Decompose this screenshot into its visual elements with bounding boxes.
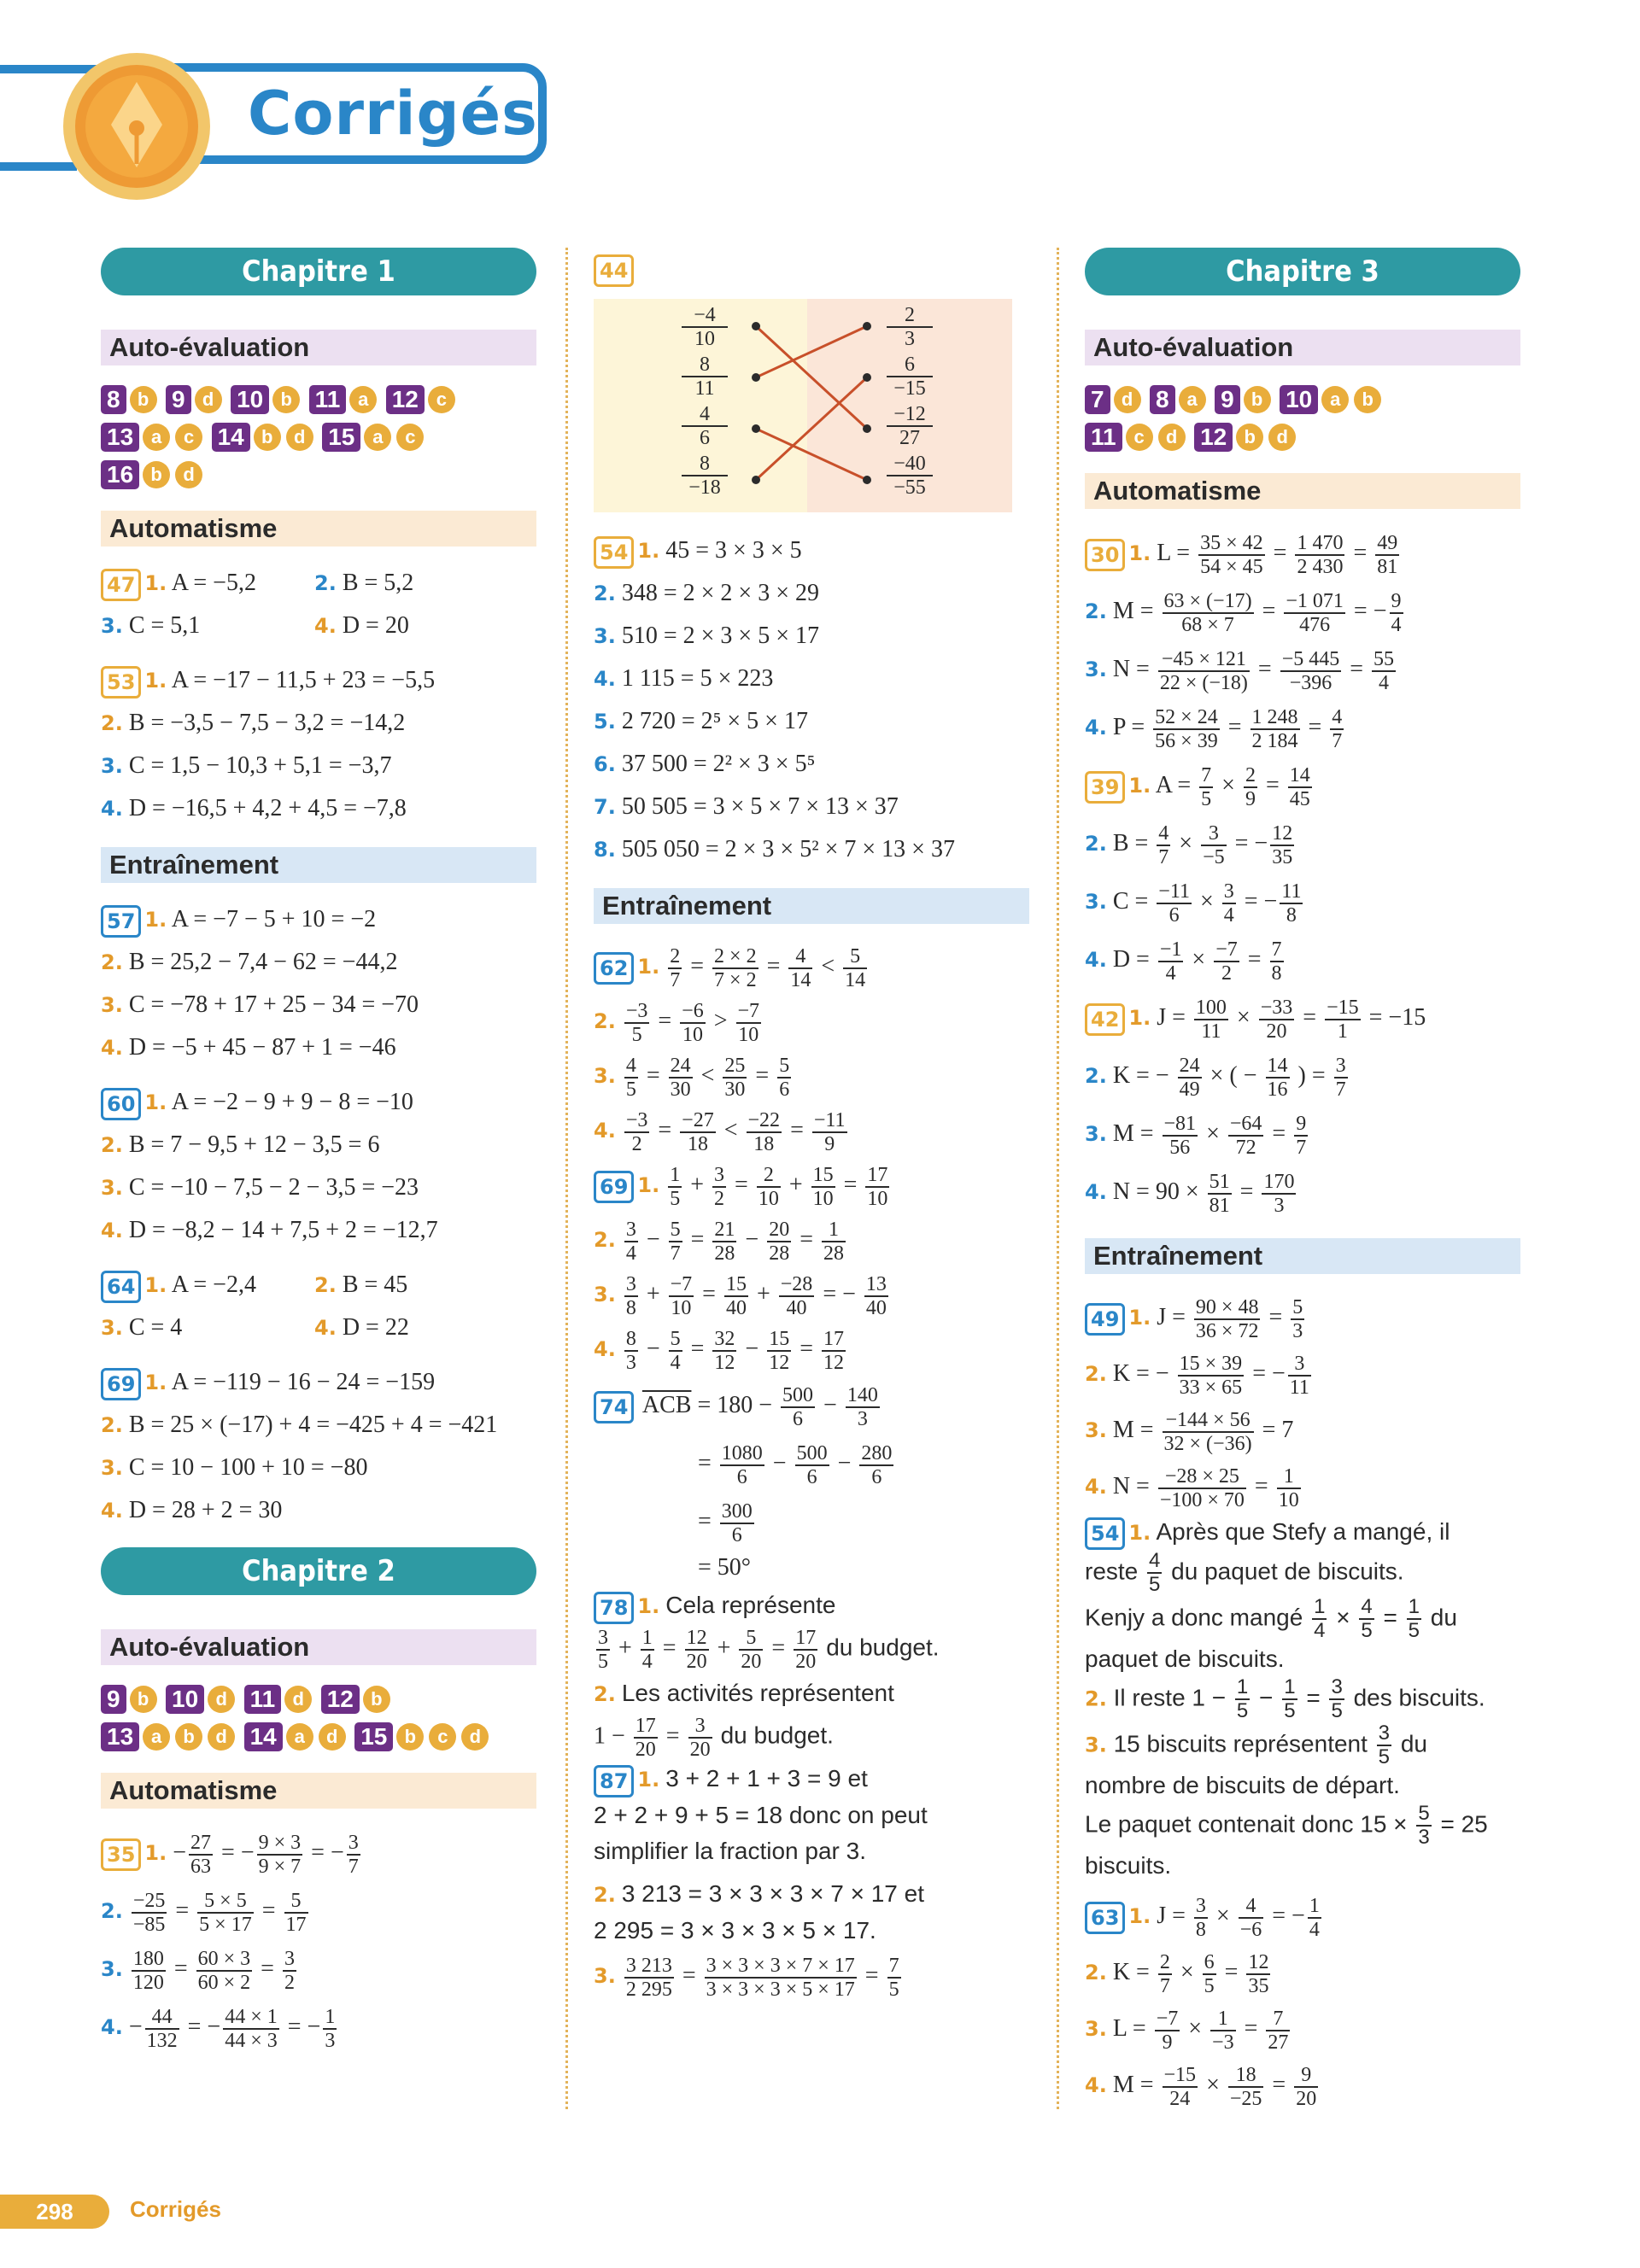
footer-label: Corrigés [130, 2196, 221, 2222]
chapter-2-banner: Chapitre 2 [101, 1547, 536, 1595]
matching-lines [594, 299, 1012, 512]
exercise-69: 69 1. $\frac{1}{5}$ + $\frac{3}{2}$ = $\frac{2}{10}$ + $\frac{15}{10}$ = $\frac{17}{10}$ 2. $\frac{3}{4}$ − $\frac{5}{7}$ = $\frac{21}{28}$ − $\frac{20}{28}$ = $\frac{1}{28}$ 3. $\frac{3}{8}$ + $\frac{-7}{10}$ = $\frac{15}{40}$ + $\frac{-28}{40}$ = − $\frac{13}{40}$ 4. $\frac{8}{3}$ − $\frac{5}{4}$ = $\frac{32}{12}$ − $\frac{15}{12}$ = $\frac{17}{12}$ [594, 1163, 888, 1374]
match-dot [752, 476, 760, 484]
match-dot [752, 322, 760, 330]
exercise-number: 74 [594, 1391, 634, 1423]
exercise-30: 30 1. L = $\frac{35 \times 42}{54 \times 45}$ = $\frac{1 470}{2 430}$ = $\frac{49}{81}$ 2. M = $\frac{63 \times (-17)}{68 \times 7}$ = $\frac{-1 071}{476}$ = − $\frac{9}{4}$ 3. N = $\frac{-45 \times 121}{22 \times (-18)}$ = $\frac{-5 445}{-396}$ = $\frac{55}{4}$ 4. P = $\frac{52 \times 24}{56 \times 39}$ = $\frac{1 248}{2 184}$ = $\frac{4}{7}$ [1085, 531, 1402, 752]
answer: 2 720 = 2⁵ × 5 × 17 [621, 708, 808, 734]
answer-letter: a [349, 386, 377, 413]
exercise-number: 62 [594, 952, 634, 985]
answer-letter: b [130, 386, 157, 413]
question-badge: 10 [1280, 385, 1318, 414]
match-dot [752, 373, 760, 382]
answer-letter: a [1179, 386, 1206, 413]
answer-letter: c [396, 424, 424, 451]
exercise-number: 54 [1085, 1517, 1125, 1550]
angle-label: $\overline{ACB}$ [641, 1392, 692, 1418]
exercise-54: 54 1. Après que Stefy a mangé, il reste $\frac{4}{5}$ du paquet de biscuits. Kenjy a donc mangé $\frac{1}{4}$ × $\frac{4}{5}$ = $\frac{1}{5}$ du paquet de biscuits. 2. Il reste 1 − $\frac{1}{5}$ − $\frac{1}{5}$ = $\frac{3}{5}$ des biscuits. 3. 15 biscuits représentent $\frac{3}{5}$ du nombre de biscuits de départ. Le paquet contenait donc 15 × $\frac{5}{3}$ = 25 biscuits. [1085, 1518, 1488, 1879]
answer: C = 4 [128, 1314, 183, 1341]
answer: B = 25,2 − 7,4 − 62 = −44,2 [128, 949, 398, 975]
answer-letter: a [286, 1723, 313, 1751]
exercise-78: 78 1. Cela représente $\frac{3}{5}$ + $\frac{1}{4}$ = $\frac{12}{20}$ + $\frac{5}{20}$ = $\frac{17}{20}$ du budget. 2. Les activités représentent 1 − $\frac{17}{20}$ = $\frac{3}{20}$ du budget. [594, 1592, 940, 1761]
exercise-number: 54 [594, 536, 634, 569]
exercise-number: 49 [1085, 1303, 1125, 1336]
section-automatisme: Automatisme [101, 511, 536, 547]
answer-letter: d [319, 1723, 346, 1751]
exercise-74: 74 $\overline{ACB} = 180$ − $\frac{500}{6}$ − $\frac{140}{3}$ = $\frac{1080}{6}$ − $\frac{500}{6}$ − $\frac{280}{6}$ = $\frac{300}{6}$ = 50° [594, 1377, 1029, 1585]
question-badge: 14 [212, 423, 250, 452]
exercise-69: 69 1. A = −119 − 16 − 24 = −159 2. B = 25 × (−17) + 4 = −425 + 4 = −421 3. C = 10 − 100 + 10 = −80 4. D = 28 + 2 = 30 [101, 1369, 498, 1523]
answer-letter: d [1268, 424, 1296, 451]
answer: A = −17 − 11,5 + 23 = −5,5 [171, 667, 436, 693]
question-badge: 12 [386, 385, 425, 414]
column-divider [1057, 248, 1059, 2109]
answer: D = −8,2 − 14 + 7,5 + 2 = −12,7 [128, 1217, 438, 1243]
answer: D = −5 + 45 − 87 + 1 = −46 [128, 1034, 396, 1061]
chapter-3-banner: Chapitre 3 [1085, 248, 1520, 295]
answer: 50 505 = 3 × 5 × 7 × 13 × 37 [621, 793, 899, 820]
answer: 505 050 = 2 × 3 × 5² × 7 × 13 × 37 [621, 836, 955, 862]
exercise-62: 62 1. $\frac{2}{7}$ = $\frac{2 \times 2}{7 \times 2}$ = $\frac{4}{14}$ < $\frac{5}{14}$ 2. $\frac{-3}{5}$ = $\frac{-6}{10}$ > $\frac{-7}{10}$ 3. $\frac{4}{5}$ = $\frac{24}{30}$ < $\frac{25}{30}$ = $\frac{5}{6}$ 4. $\frac{-3}{2}$ = $\frac{-27}{18}$ < $\frac{-22}{18}$ = $\frac{-11}{9}$ [594, 944, 866, 1155]
answer-letter: d [208, 1723, 235, 1751]
answer: 37 500 = 2² × 3 × 5⁵ [621, 751, 816, 777]
exercise-54: 54 1. 45 = 3 × 3 × 5 2. 348 = 2 × 2 × 3 × 29 3. 510 = 2 × 3 × 5 × 17 4. 1 115 = 5 × 223 5. 2 720 = 2⁵ × 5 × 17 6. 37 500 = 2² × 3 × 5⁵ 7. 50 505 = 3 × 5 × 7 × 13 × 37 8. 505 050 = 2 × 3 × 5² × 7 × 13 × 37 [594, 537, 955, 862]
answer-letter: c [175, 424, 202, 451]
exercise-39: 39 1. A = $\frac{7}{5}$ × $\frac{2}{9}$ = $\frac{14}{45}$ 2. B = $\frac{4}{7}$ × $\frac{3}{-5}$ = − $\frac{12}{35}$ 3. C = $\frac{-11}{6}$ × $\frac{3}{4}$ = − $\frac{11}{8}$ 4. D = $\frac{-1}{4}$ × $\frac{-7}{2}$ = $\frac{7}{8}$ [1085, 763, 1310, 985]
answer-letter: d [1158, 424, 1186, 451]
column-3 [1085, 248, 1520, 2113]
section-automatisme: Automatisme [1085, 473, 1520, 509]
answer: B = 7 − 9,5 + 12 − 3,5 = 6 [128, 1131, 380, 1158]
question-badge: 9 [1215, 385, 1240, 414]
answer: C = −10 − 7,5 − 2 − 3,5 = −23 [128, 1174, 419, 1201]
question-badge: 13 [101, 423, 139, 452]
match-dot [863, 476, 871, 484]
exercise-87: 87 1. 3 + 2 + 1 + 3 = 9 et 2 + 2 + 9 + 5 = 18 donc on peut simplifier la fraction par 3. 2. 3 213 = 3 × 3 × 3 × 7 × 17 et 2 295 = 3 × 3 × 3 × 5 × 17. 3. $\frac{3 213}{2 295}$ = $\frac{3 \times 3 \times 3 \times 7 \times 17}{3 \times 3 \times 3 \times 5 \times 17}$ = $\frac{7}{5}$ [594, 1765, 928, 2001]
pen-nib-medal-icon [60, 50, 214, 203]
question-badge: 8 [1150, 385, 1175, 414]
exercise-49: 49 1. J = $\frac{90 \times 48}{36 \times 72}$ = $\frac{5}{3}$ 2. K = − $\frac{15 \times 39}{33 \times 65}$ = − $\frac{3}{11}$ 3. M = $\frac{-144 \times 56}{32 \times (-36)}$ = 7 4. N = $\frac{-28 \times 25}{-100 \times 70}$ = $\frac{1}{10}$ [1085, 1295, 1309, 1511]
question-badge: 16 [101, 460, 139, 489]
question-badge: 15 [354, 1722, 393, 1751]
answer: A = −2 − 9 + 9 − 8 = −10 [171, 1089, 413, 1115]
answer: B = 45 [342, 1271, 408, 1298]
page-number: 298 [0, 2195, 109, 2229]
exercise-53: 53 1. A = −17 − 11,5 + 23 = −5,5 2. B = −3,5 − 7,5 − 3,2 = −14,2 3. C = 1,5 − 10,3 + 5,1 = −3,7 4. D = −16,5 + 4,2 + 4,5 = −7,8 [101, 667, 436, 821]
section-entrainement: Entraînement [101, 847, 536, 883]
question-badge: 8 [101, 385, 126, 414]
question-badge: 11 [1085, 423, 1122, 452]
page-title: Corrigés [248, 79, 538, 149]
question-badge: 10 [166, 1685, 204, 1714]
question-badge: 10 [231, 385, 269, 414]
question-badge: 11 [244, 1685, 282, 1714]
answer: B = 5,2 [342, 570, 414, 596]
match-dot [863, 424, 871, 433]
question-number: 2. [314, 571, 337, 595]
exercise-number: 57 [101, 905, 141, 938]
question-badge: 9 [166, 385, 191, 414]
exercise-57: 57 1. A = −7 − 5 + 10 = −2 2. B = 25,2 − 7,4 − 62 = −44,2 3. C = −78 + 17 + 25 − 34 = −70 4. D = −5 + 45 − 87 + 1 = −46 [101, 906, 419, 1061]
answer: A = −5,2 [171, 570, 256, 596]
answer-letter: d [461, 1723, 489, 1751]
exercise-number: 30 [1085, 539, 1125, 571]
answer-badges [1085, 381, 1520, 456]
question-number: 1. [144, 571, 167, 595]
answer-letter: a [143, 424, 170, 451]
answer-badges [101, 1681, 536, 1756]
section-auto-evaluation: Auto-évaluation [101, 330, 536, 365]
answer-letter: b [396, 1723, 424, 1751]
answer: 348 = 2 × 2 × 3 × 29 [621, 580, 819, 606]
exercise-44-matching: −4 10 8 11 4 6 8 −18 2 3 6 −15 −12 27 −40 −55 [594, 299, 1012, 512]
answer: B = 25 × (−17) + 4 = −425 + 4 = −421 [128, 1412, 498, 1438]
exercise-63: 63 1. J = $\frac{3}{8}$ × $\frac{4}{-6}$ = − $\frac{1}{4}$ 2. K = $\frac{2}{7}$ × $\frac{6}{5}$ = $\frac{12}{35}$ 3. L = $\frac{-7}{9}$ × $\frac{1}{-3}$ = $\frac{7}{27}$ 4. M = $\frac{-15}{24}$ × $\frac{18}{-25}$ = $\frac{9}{20}$ [1085, 1894, 1320, 2110]
answer: B = −3,5 − 7,5 − 3,2 = −14,2 [128, 710, 406, 736]
section-auto-evaluation: Auto-évaluation [101, 1629, 536, 1665]
answer: 510 = 2 × 3 × 5 × 17 [621, 623, 819, 649]
answer-letter: a [143, 1723, 170, 1751]
exercise-number: 87 [594, 1765, 634, 1797]
answer-badges [101, 381, 536, 494]
answer: A = −2,4 [171, 1271, 256, 1298]
exercise-number: 42 [1085, 1003, 1125, 1036]
answer-letter: d [286, 424, 313, 451]
section-auto-evaluation: Auto-évaluation [1085, 330, 1520, 365]
match-dot [863, 322, 871, 330]
answer-letter: b [1244, 386, 1271, 413]
answer: C = 10 − 100 + 10 = −80 [128, 1454, 368, 1481]
answer: D = 22 [342, 1314, 409, 1341]
answer-letter: b [363, 1686, 390, 1713]
answer-letter: b [254, 424, 281, 451]
answer: A = −119 − 16 − 24 = −159 [171, 1369, 436, 1395]
answer-letter: b [130, 1686, 157, 1713]
answer-letter: b [175, 1723, 202, 1751]
exercise-42: 42 1. J = $\frac{100}{11}$ × $\frac{-33}{20}$ = $\frac{-15}{1}$ = −15 2. K = − $\frac{24}{49}$ × ( − $\frac{14}{16}$ ) = $\frac{3}{7}$ 3. M = $\frac{-81}{56}$ × $\frac{-64}{72}$ = $\frac{9}{7}$ 4. N = 90 × $\frac{51}{81}$ = $\frac{170}{3}$ [1085, 996, 1426, 1217]
question-badge: 12 [321, 1685, 360, 1714]
question-badge: 11 [309, 385, 347, 414]
exercise-number: 39 [1085, 771, 1125, 804]
question-number: 3. [101, 614, 123, 638]
answer-letter: a [1321, 386, 1349, 413]
exercise-35: 35 1. − $\frac{27}{63}$ = − $\frac{9 \times 3}{9 \times 7}$ = − $\frac{3}{7}$ 2. $\frac{-25}{-85}$ = $\frac{5 \times 5}{5 \times 17}$ = $\frac{5}{17}$ 3. $\frac{180}{120}$ = $\frac{60 \times 3}{60 \times 2}$ = $\frac{3}{2}$ 4. − $\frac{44}{132}$ = − $\frac{44 \times 1}{44 \times 3}$ = − $\frac{1}{3}$ [101, 1831, 359, 2052]
exercise-number: 47 [101, 569, 141, 601]
answer-letter: c [1126, 424, 1153, 451]
answer: 1 115 = 5 × 223 [621, 665, 774, 692]
column-divider [565, 248, 568, 2109]
question-badge: 7 [1085, 385, 1110, 414]
question-badge: 9 [101, 1685, 126, 1714]
answer: C = −78 + 17 + 25 − 34 = −70 [128, 991, 419, 1018]
chapter-1-banner: Chapitre 1 [101, 248, 536, 295]
answer-letter: c [429, 1723, 456, 1751]
section-automatisme: Automatisme [101, 1773, 536, 1809]
column-2 [594, 248, 1029, 2003]
answer-letter: d [195, 386, 222, 413]
answer-letter: d [1114, 386, 1141, 413]
exercise-number: 44 [594, 254, 634, 287]
exercise-number: 64 [101, 1271, 141, 1303]
question-badge: 13 [101, 1722, 139, 1751]
answer-letter: b [1236, 424, 1263, 451]
match-dot [863, 373, 871, 382]
match-line [756, 326, 867, 429]
answer-letter: d [208, 1686, 235, 1713]
match-dot [752, 424, 760, 433]
exercise-number: 35 [101, 1838, 141, 1871]
answer: C = 5,1 [128, 612, 201, 639]
question-badge: 15 [322, 423, 360, 452]
answer-letter: a [364, 424, 391, 451]
answer: A = −7 − 5 + 10 = −2 [171, 906, 377, 932]
section-entrainement: Entraînement [594, 888, 1029, 924]
exercise-47 [101, 562, 536, 647]
answer-letter: b [143, 461, 170, 488]
answer: D = 20 [342, 612, 409, 639]
answer-letter: b [1354, 386, 1381, 413]
question-number: 4. [314, 614, 337, 638]
question-badge: 14 [244, 1722, 283, 1751]
section-entrainement: Entraînement [1085, 1238, 1520, 1274]
exercise-number: 69 [101, 1368, 141, 1400]
answer-letter: c [428, 386, 455, 413]
question-badge: 12 [1194, 423, 1233, 452]
answer-letter: d [284, 1686, 312, 1713]
exercise-number: 53 [101, 666, 141, 699]
answer-letter: b [272, 386, 300, 413]
exercise-number: 78 [594, 1592, 634, 1624]
match-line [756, 429, 867, 480]
match-line [756, 377, 867, 480]
match-line [756, 326, 867, 377]
answer-letter: d [175, 461, 202, 488]
answer: 45 = 3 × 3 × 5 [665, 537, 802, 564]
exercise-number: 69 [594, 1171, 634, 1203]
exercise-64: 64 1. A = −2,4 2. B = 45 3. C = 4 4. D = 22 [101, 1271, 409, 1341]
answer: C = 1,5 − 10,3 + 5,1 = −3,7 [128, 752, 392, 779]
exercise-number: 63 [1085, 1902, 1125, 1934]
exercise-60: 60 1. A = −2 − 9 + 9 − 8 = −10 2. B = 7 − 9,5 + 12 − 3,5 = 6 3. C = −10 − 7,5 − 2 − 3,5 = −23 4. D = −8,2 − 14 + 7,5 + 2 = −12,7 [101, 1089, 438, 1243]
exercise-number: 60 [101, 1088, 141, 1120]
column-1 [101, 248, 536, 2056]
answer: D = 28 + 2 = 30 [128, 1497, 283, 1523]
answer: D = −16,5 + 4,2 + 4,5 = −7,8 [128, 795, 407, 821]
